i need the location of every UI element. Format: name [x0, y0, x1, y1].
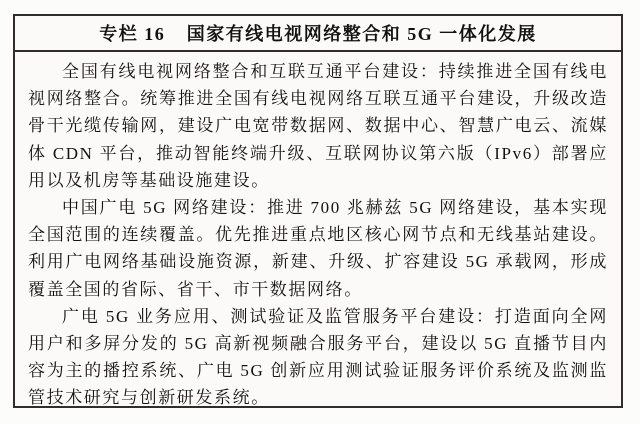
- paragraph-5g-network-construction: 中国广电 5G 网络建设：推进 700 兆赫兹 5G 网络建设，基本实现全国范围的连续覆盖。优先推进重点地区核心网节点和无线基站建设。利用广电网络基础设施资源，新建、升级、扩容建设 5G 承载网，形成覆盖全国的省际、省干、市干数据网络。: [28, 198, 608, 299]
- column-box-panel: [13, 14, 623, 408]
- paragraph-5g-service-platform: 广电 5G 业务应用、测试验证及监管服务平台建设：打造面向全网用户和多屏分发的 5G 高新视频融合服务平台，建设以 5G 直播节目内容为主的播控系统、广电 5G 创新应用测试验证服务评价系统及监测监管技术研究与创新研发系统。: [28, 306, 608, 408]
- panel-title-bar: [15, 16, 621, 52]
- panel-title: 国家有线电视网络整合和 5G 一体化发展: [186, 24, 537, 44]
- panel-body: [15, 52, 621, 412]
- column-number-label: 专栏 16: [99, 24, 166, 44]
- paragraph-cable-network-integration: 全国有线电视网络整合和互联互通平台建设：持续推进全国有线电视网络整合。统筹推进全国有线电视网络互联互通平台建设，升级改造骨干光缆传输网，建设广电宽带数据网、数据中心、智慧广电云、流媒体 CDN 平台，推动智能终端升级、互联网协议第六版（IPv6）部署应用以及机房等基础设施建设。: [28, 62, 608, 190]
